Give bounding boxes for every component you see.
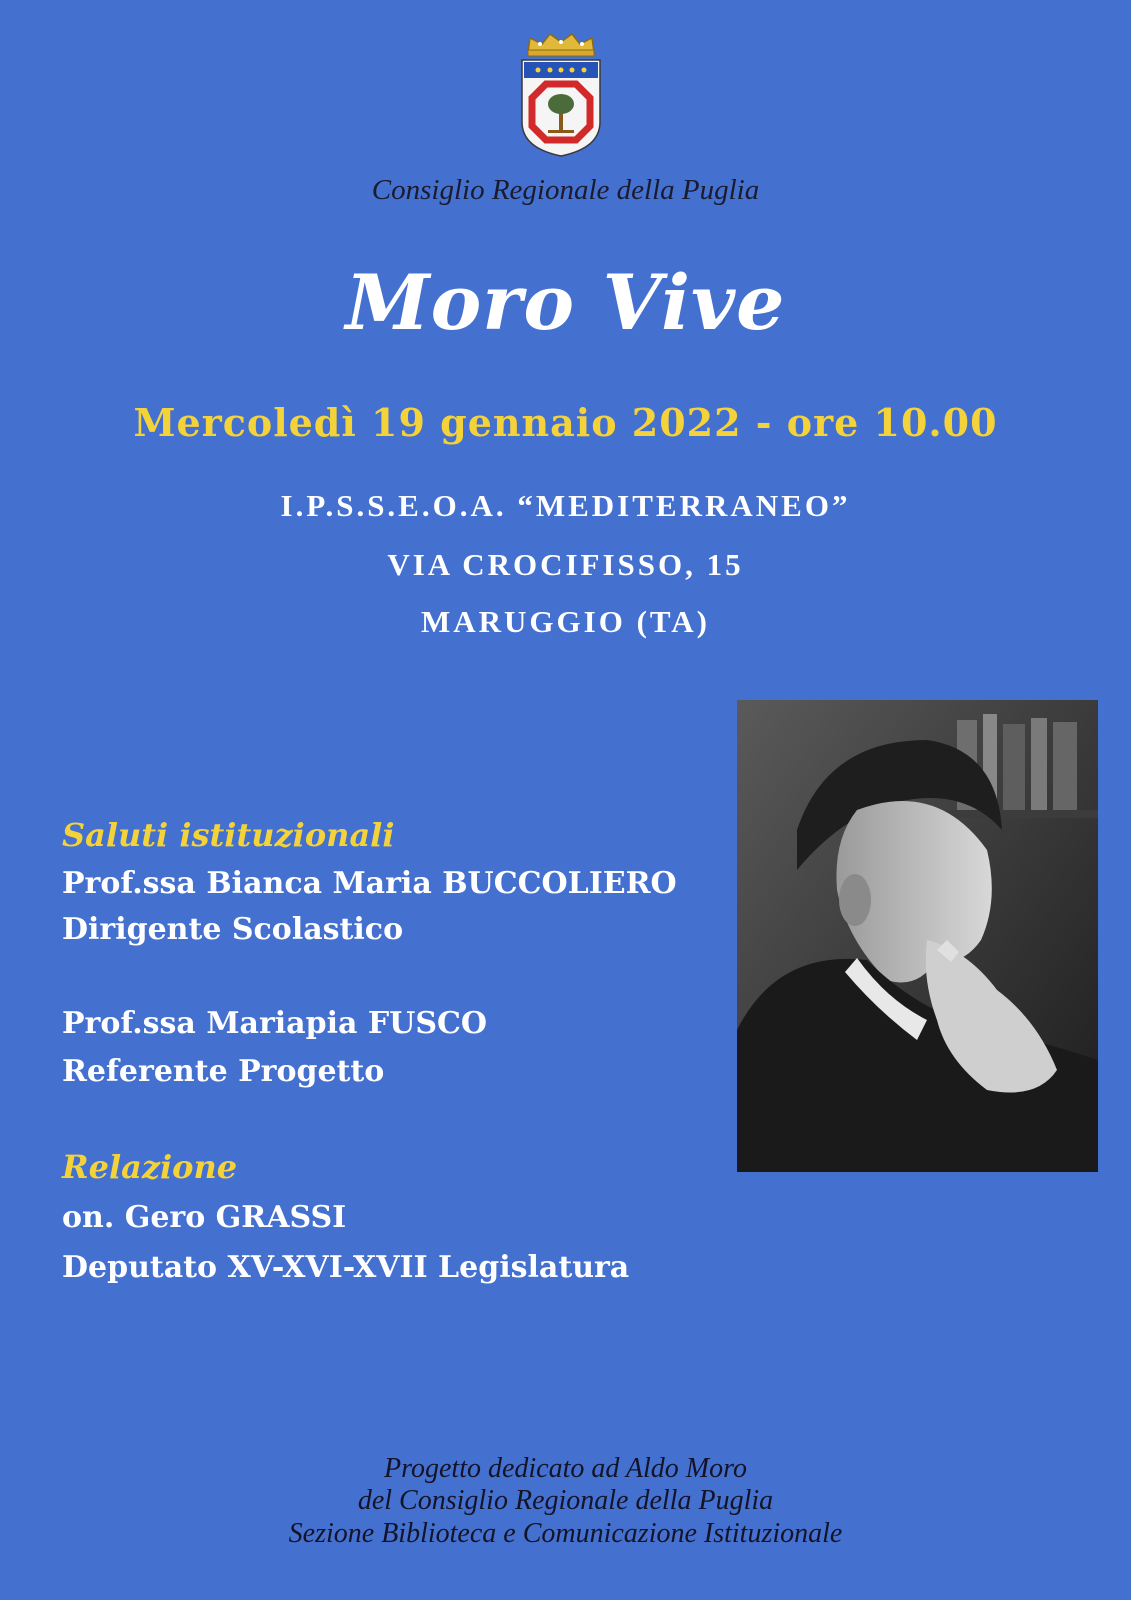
speaker-role: Deputato XV-XVI-XVII Legislatura	[62, 1250, 630, 1285]
event-date: Mercoledì 19 gennaio 2022 - ore 10.00	[133, 400, 998, 445]
portrait-photo	[737, 700, 1098, 1172]
venue-street: VIA CROCIFISSO, 15	[387, 547, 744, 582]
footer-line-2: del Consiglio Regionale della Puglia	[357, 1485, 774, 1516]
greeting-2-role: Referente Progetto	[62, 1054, 385, 1089]
venue-city: MARUGGIO (TA)	[421, 604, 710, 639]
greetings-heading: Saluti istituzionali	[62, 816, 395, 854]
event-title: Moro Vive	[345, 258, 786, 347]
greeting-2-name: Prof.ssa Mariapia FUSCO	[62, 1006, 487, 1041]
greeting-1-name: Prof.ssa Bianca Maria BUCCOLIERO	[62, 866, 677, 901]
footer-line-1: Progetto dedicato ad Aldo Moro	[384, 1453, 747, 1484]
footer-line-3: Sezione Biblioteca e Comunicazione Istituzionale	[288, 1518, 843, 1549]
venue-school: I.P.S.S.E.O.A. “MEDITERRANEO”	[280, 488, 851, 523]
greeting-1-role: Dirigente Scolastico	[62, 912, 404, 947]
talk-heading: Relazione	[62, 1148, 238, 1186]
council-name: Consiglio Regionale della Puglia	[371, 174, 760, 206]
regione-puglia-coat-of-arms-icon	[520, 30, 602, 158]
speaker-name: on. Gero GRASSI	[62, 1200, 347, 1235]
